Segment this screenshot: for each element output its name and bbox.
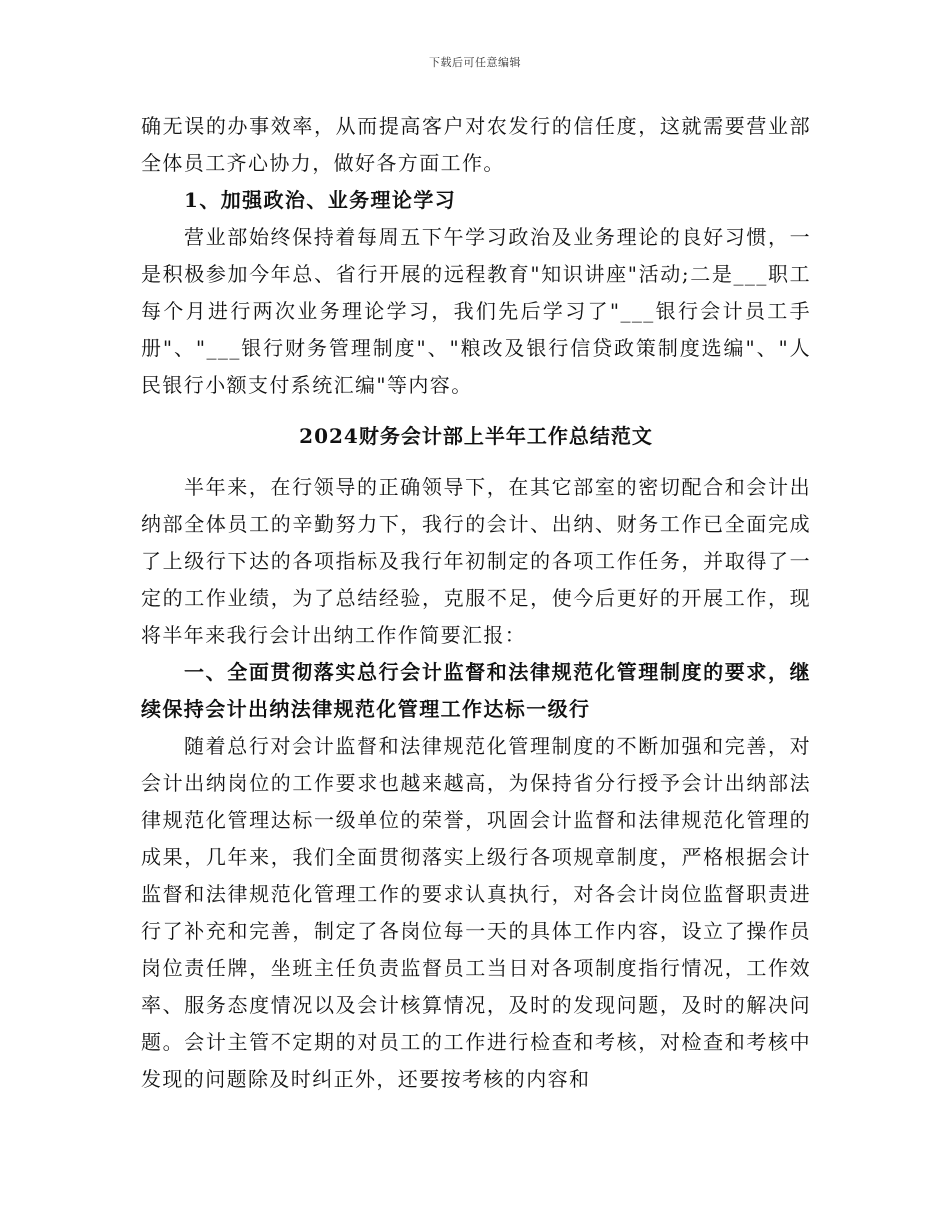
document-body xyxy=(141,108,811,1098)
section-heading-2: 一、全面贯彻落实总行会计监督和法律规范化管理制度的要求，继续保持会计出纳法律规范化管理工作达标一级行 xyxy=(141,660,811,721)
paragraph-2: 营业部始终保持着每周五下午学习政治及业务理论的良好习惯，一是积极参加今年总、省行开展的远程教育"知识讲座"活动;二是___职工每个月进行两次业务理论学习，我们先后学习了"___银行会计员工手册"、"___银行财务管理制度"、"粮改及银行信贷政策制度选编"、"人民银行小额支付系统汇编"等内容。 xyxy=(141,225,811,397)
paragraph-4: 随着总行对会计监督和法律规范化管理制度的不断加强和完善，对会计出纳岗位的工作要求也越来越高，为保持省分行授予会计出纳部法律规范化管理达标一级单位的荣誉，巩固会计监督和法律规范化管理的成果，几年来，我们全面贯彻落实上级行各项规章制度，严格根据会计监督和法律规范化管理工作的要求认真执行，对各会计岗位监督职责进行了补充和完善，制定了各岗位每一天的具体工作内容，设立了操作员岗位责任牌，坐班主任负责监督员工当日对各项制度指行情况，工作效率、服务态度情况以及会计核算情况，及时的发现问题，及时的解决问题。会计主管不定期的对员工的工作进行检查和考核，对检查和考核中发现的问题除及时纠正外，还要按考核的内容和 xyxy=(141,734,811,1091)
document-title: 2024财务会计部上半年工作总结范文 xyxy=(299,424,653,448)
page-header: 下载后可任意编辑 xyxy=(429,56,521,69)
paragraph-3: 半年来，在行领导的正确领导下，在其它部室的密切配合和会计出纳部全体员工的辛勤努力下，我行的会计、出纳、财务工作已全面完成了上级行下达的各项指标及我行年初制定的各项工作任务，并取得了一定的工作业绩，为了总结经验，克服不足，使今后更好的开展工作，现将半年来我行会计出纳工作作简要汇报： xyxy=(141,475,811,647)
section-heading-1: 1、加强政治、业务理论学习 xyxy=(184,188,457,212)
paragraph-1: 确无误的办事效率，从而提高客户对农发行的信任度，这就需要营业部全体员工齐心协力，做好各方面工作。 xyxy=(141,114,811,175)
